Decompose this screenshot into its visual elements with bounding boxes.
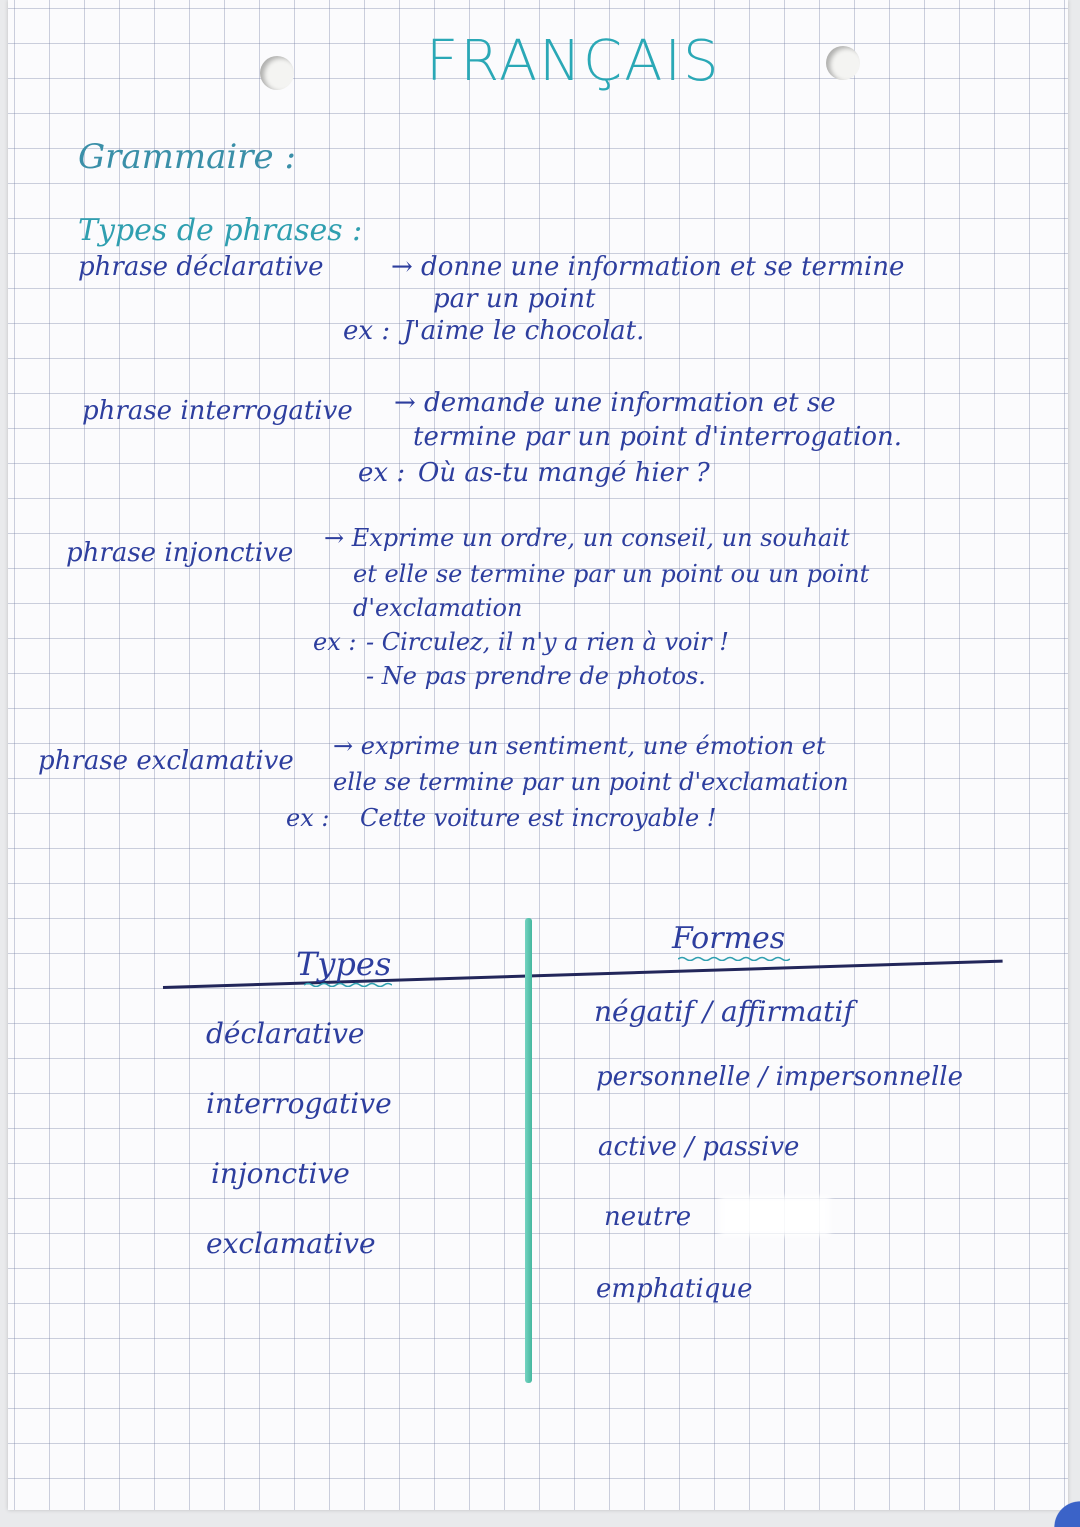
- subsection-title: Types de phrases :: [78, 213, 363, 248]
- example-line: - Circulez, il n'y a rien à voir !: [366, 628, 729, 656]
- forme-item: neutre: [604, 1202, 692, 1232]
- table-vertical-rule: [525, 918, 532, 1383]
- page-title: FRANÇAIS: [426, 29, 721, 94]
- type-item: injonctive: [211, 1157, 350, 1190]
- type-item: interrogative: [206, 1087, 392, 1120]
- binder-hole-left: [260, 56, 294, 90]
- definition-line: → Exprime un ordre, un conseil, un souhait: [324, 524, 850, 552]
- term-exclamative: phrase exclamative: [38, 746, 294, 776]
- definition-line: termine par un point d'interrogation.: [413, 422, 903, 452]
- definition-line: → donne une information et se termine: [391, 252, 905, 282]
- term-interrogative: phrase interrogative: [82, 396, 353, 426]
- binder-hole-right: [826, 46, 860, 80]
- example-label: ex :: [313, 628, 357, 656]
- forme-item: emphatique: [596, 1274, 753, 1304]
- example-label: ex :: [286, 804, 330, 832]
- definition-line: → demande une information et se: [394, 388, 836, 418]
- underline-squiggle: [678, 956, 790, 961]
- type-item: déclarative: [206, 1017, 365, 1050]
- definition-line: par un point: [433, 284, 596, 314]
- example-line: - Ne pas prendre de photos.: [366, 662, 706, 690]
- type-item: exclamative: [206, 1227, 376, 1260]
- section-title: Grammaire :: [78, 137, 296, 177]
- example-label: ex :: [343, 316, 391, 346]
- term-injonctive: phrase injonctive: [66, 538, 294, 568]
- definition-line: → exprime un sentiment, une émotion et: [333, 732, 826, 760]
- underline-squiggle: [304, 982, 392, 987]
- example-label: ex :: [358, 458, 406, 488]
- definition-line: et elle se termine par un point ou un point: [353, 560, 870, 588]
- eraser-smudge: [720, 1196, 830, 1236]
- notebook-page: [8, 0, 1068, 1510]
- example-line: Cette voiture est incroyable !: [360, 804, 717, 832]
- table-header-formes: Formes: [672, 921, 786, 956]
- example-line: J'aime le chocolat.: [403, 316, 645, 346]
- definition-line: elle se termine par un point d'exclamation: [333, 768, 849, 796]
- forme-item: active / passive: [598, 1132, 800, 1162]
- term-declarative: phrase déclarative: [78, 252, 324, 282]
- definition-line: d'exclamation: [353, 594, 523, 622]
- table-horizontal-rule: [163, 960, 1003, 989]
- forme-item: négatif / affirmatif: [594, 995, 854, 1028]
- table-header-types: Types: [296, 945, 392, 983]
- page-corner: [1020, 1487, 1080, 1527]
- forme-item: personnelle / impersonnelle: [596, 1062, 963, 1092]
- example-line: Où as-tu mangé hier ?: [418, 458, 710, 488]
